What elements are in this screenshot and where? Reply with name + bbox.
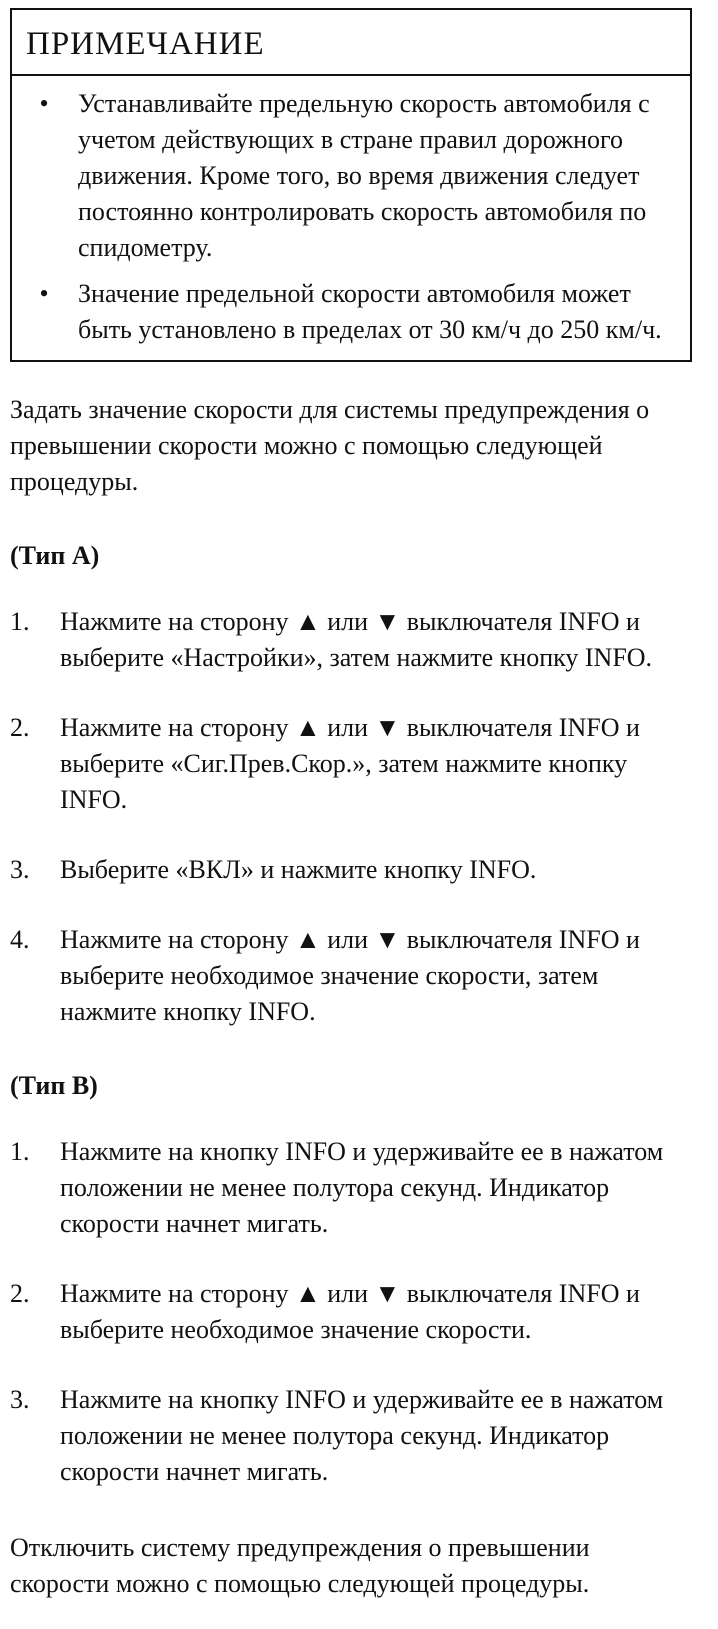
step-text: Нажмите на кнопку INFO и удерживайте ее в нажатом положении не менее полутора секунд. Индикатор скорости начнет мигать. [60, 1137, 664, 1239]
note-item-text: Значение предельной скорости автомобиля может быть установлено в пределах от 30 км/ч до 250 км/ч. [78, 279, 662, 345]
step-item [10, 1382, 700, 1490]
step-number: 4. [10, 925, 30, 955]
step-item [10, 710, 700, 818]
manual-page [10, 8, 700, 1602]
step-number: 2. [10, 713, 30, 743]
step-text: Выберите «ВКЛ» и нажмите кнопку INFO. [60, 855, 537, 885]
note-item [26, 86, 676, 266]
step-number: 1. [10, 1137, 30, 1167]
step-text: Нажмите на кнопку INFO и удерживайте ее в нажатом положении не менее полутора секунд. Индикатор скорости начнет мигать. [60, 1385, 664, 1487]
step-item [10, 604, 700, 676]
step-number: 3. [10, 1385, 30, 1415]
step-number: 1. [10, 607, 30, 637]
step-text: Нажмите на сторону ▲ или ▼ выключателя INFO и выберите «Настройки», затем нажмите кнопку INFO. [60, 607, 653, 673]
note-list [12, 76, 690, 360]
type-b-heading: (Тип B) [10, 1071, 98, 1101]
type-b-steps [10, 1134, 700, 1490]
bullet-icon: • [39, 89, 49, 119]
step-text: Нажмите на сторону ▲ или ▼ выключателя INFO и выберите необходимое значение скорости, затем нажмите кнопку INFO. [60, 925, 640, 1027]
step-item [10, 922, 700, 1030]
bullet-icon: • [39, 279, 49, 309]
step-item [10, 1276, 700, 1348]
step-number: 2. [10, 1279, 30, 1309]
note-item-text: Устанавливайте предельную скорость автомобиля с учетом действующих в стране правил дорожного движения. Кроме того, во время движения следует постоянно контролировать скорость автомобиля по спидометру. [78, 89, 650, 263]
step-text: Нажмите на сторону ▲ или ▼ выключателя INFO и выберите необходимое значение скорости. [60, 1279, 640, 1345]
type-a-heading: (Тип A) [10, 541, 100, 571]
type-a-steps [10, 604, 700, 1030]
closing-paragraph: Отключить систему предупреждения о превышении скорости можно с помощью следующей процедуры. [10, 1533, 590, 1599]
intro-paragraph: Задать значение скорости для системы предупреждения о превышении скорости можно с помощью следующей процедуры. [10, 395, 650, 497]
step-item [10, 852, 700, 888]
note-title: ПРИМЕЧАНИЕ [12, 10, 690, 76]
step-text: Нажмите на сторону ▲ или ▼ выключателя INFO и выберите «Сиг.Прев.Скор.», затем нажмите кнопку INFO. [60, 713, 640, 815]
step-item [10, 1134, 700, 1242]
note-item [26, 276, 676, 348]
step-number: 3. [10, 855, 30, 885]
note-box [10, 8, 692, 362]
